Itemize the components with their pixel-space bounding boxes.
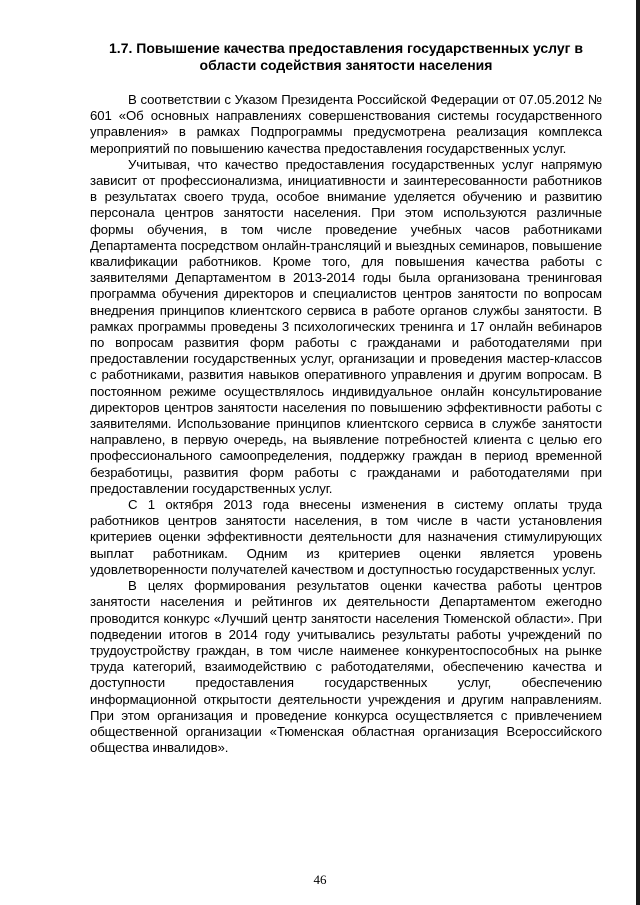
paragraph-contest: В целях формирования результатов оценки качества работы центров занятости населения и рейтингов их деятельности Департаментом ежегодно проводится конкурс «Лучший центр занятости населения Тюменской области». При подведении итогов в 2014 году учитывались результаты работы учреждений по трудоустройству граждан, в том числе наименее конкурентоспособных на рынке труда категорий, взаимодействию с работодателями, обеспечению качества и доступности предоставления государственных услуг, обеспечению информационной открытости деятельности учреждения и другим направлениям. При этом организация и проведение конкурса осуществляется с привлечением общественной организации «Тюменская областная организация Всероссийского общества инвалидов». [90, 578, 602, 756]
paragraph-decree: В соответствии с Указом Президента Российской Федерации от 07.05.2012 № 601 «Об основных направлениях совершенствования системы государственного управления» в рамках Подпрограммы предусмотрена реализация комплекса мероприятий по повышению качества предоставления государственных услуг. [90, 92, 602, 156]
paragraph-pay-system: С 1 октября 2013 года внесены изменения в систему оплаты труда работников центров занятости населения, в том числе в части установления критериев оценки эффективности деятельности для назначения стимулирующих выплат работникам. Одним из критериев оценки является уровень удовлетворенности получателей качеством и доступностью государственных услуг. [90, 497, 602, 577]
page-number: 46 [313, 872, 327, 887]
scan-edge-border [636, 0, 640, 905]
paragraph-staff-training: Учитывая, что качество предоставления государственных услуг напрямую зависит от профессионализма, инициативности и заинтересованности работников в результатах своего труда, особое внимание уделяется обучению и развитию персонала центров занятости населения. При этом используются различные формы обучения, в том числе проведение учебных часов работниками Департамента посредством онлайн-трансляций и выездных семинаров, повышение квалификации работников. Кроме того, для повышения качества работы с заявителями Департаментом в 2013-2014 годы была организована тренинговая программа обучения директоров и специалистов центров занятости по вопросам внедрения принципов клиентского сервиса в работе органов службы занятости. В рамках программы проведены 3 психологических тренинга и 17 онлайн вебинаров по вопросам развития форм работы с гражданами и работодателями при предоставлении государственных услуг, организации и проведения мастер-классов с работниками, развития навыков оперативного управления и другим вопросам. В постоянном режиме осуществлялось индивидуальное онлайн консультирование директоров центров занятости населения по повышению эффективности работы с заявителями. Использование принципов клиентского сервиса в службе занятости направлено, в первую очередь, на выявление потребностей клиента с целью его профессионального самоопределения, поддержку граждан в период временной безработицы, развития форм работы с гражданами и работодателями при предоставлении государственных услуг. [90, 156, 602, 496]
section-title-line-1: 1.7. Повышение качества предоставления государственных услуг в [109, 40, 583, 56]
section-title-line-2: области содействия занятости населения [199, 57, 493, 73]
document-page [90, 40, 602, 756]
section-title [90, 40, 602, 74]
